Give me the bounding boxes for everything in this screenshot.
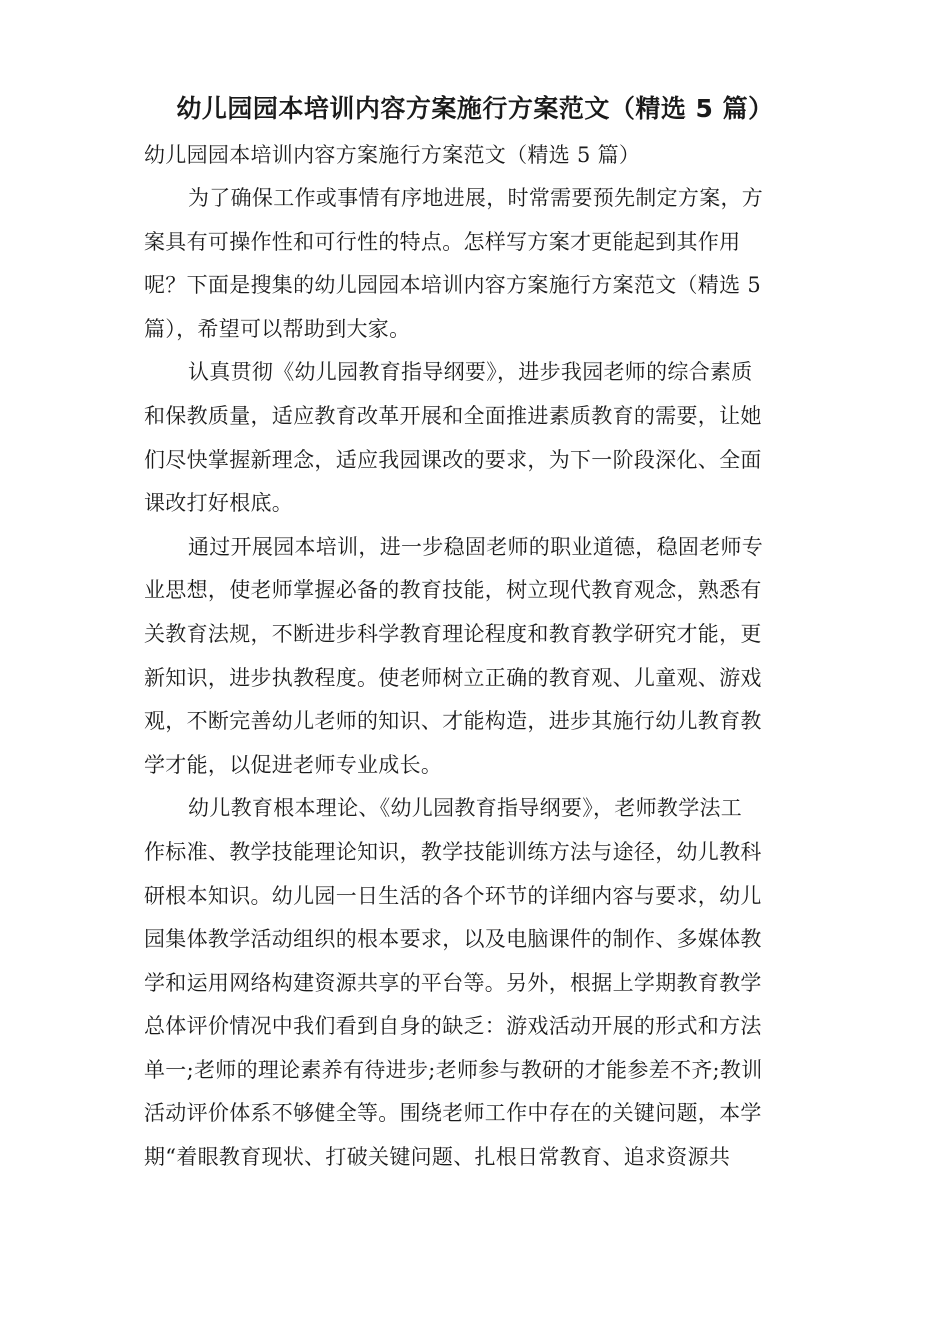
paragraph-line: 篇），希望可以帮助到大家。 [144,316,411,341]
paragraph-line: 学和运用网络构建资源共享的平台等。另外，根据上学期教育教学 [144,970,762,995]
document-subtitle: 幼儿园园本培训内容方案施行方案范文（精选 5 篇） [144,143,641,167]
paragraph-line: 呢？下面是搜集的幼儿园园本培训内容方案施行方案范文（精选 5 [144,273,762,298]
paragraph-line: 幼儿教育根本理论、《幼儿园教育指导纲要》，老师教学法工 [188,796,743,821]
paragraph-line: 业思想，使老师掌握必备的教育技能，树立现代教育观念，熟悉有 [144,578,762,603]
paragraph-line: 和保教质量，适应教育改革开展和全面推进素质教育的需要，让她 [144,403,762,428]
document-title: 幼儿园园本培训内容方案施行方案范文（精选 5 篇） [176,94,774,123]
paragraph-line: 观，不断完善幼儿老师的知识、才能构造，进步其施行幼儿教育教 [144,709,762,734]
paragraph-line: 关教育法规，不断进步科学教育理论程度和教育教学研究才能，更 [144,621,762,646]
paragraph-line: 新知识，进步执教程度。使老师树立正确的教育观、儿童观、游戏 [144,665,762,690]
paragraph-content [144,787,806,1179]
paragraph-line: 为了确保工作或事情有序地进展，时常需要预先制定方案，方 [188,186,764,210]
paragraph-line: 课改打好根底。 [144,491,294,516]
paragraph-line: 总体评价情况中我们看到自身的缺乏：游戏活动开展的形式和方法 [144,1014,762,1039]
paragraph-line: 学才能，以促进老师专业成长。 [144,752,443,777]
paragraph-line: 研根本知识。幼儿园一日生活的各个环节的详细内容与要求，幼儿 [144,883,762,908]
paragraph-line: 园集体教学活动组织的根本要求，以及电脑课件的制作、多媒体教 [144,927,762,952]
paragraph-line: 们尽快掌握新理念，适应我园课改的要求，为下一阶段深化、全面 [144,447,762,472]
paragraph-line: 作标准、教学技能理论知识，教学技能训练方法与途径，幼儿教科 [144,839,762,864]
paragraph-line: 通过开展园本培训，进一步稳固老师的职业道德，稳固老师专 [188,534,764,559]
paragraph-objectives [144,526,806,788]
paragraph-line: 案具有可操作性和可行性的特点。怎样写方案才更能起到其作用 [144,229,741,254]
paragraph-line: 单一;老师的理论素养有待进步;老师参与教研的才能参差不齐;教训 [144,1057,763,1082]
paragraph-line: 认真贯彻《幼儿园教育指导纲要》，进步我园老师的综合素质 [188,360,753,385]
paragraph-intro [144,177,806,351]
paragraph-line: 活动评价体系不够健全等。围绕老师工作中存在的关键问题，本学 [144,1101,762,1126]
paragraph-guideline [144,351,806,525]
paragraph-line: 期“着眼教育现状、打破关键问题、扎根日常教育、追求资源共 [144,1145,731,1170]
